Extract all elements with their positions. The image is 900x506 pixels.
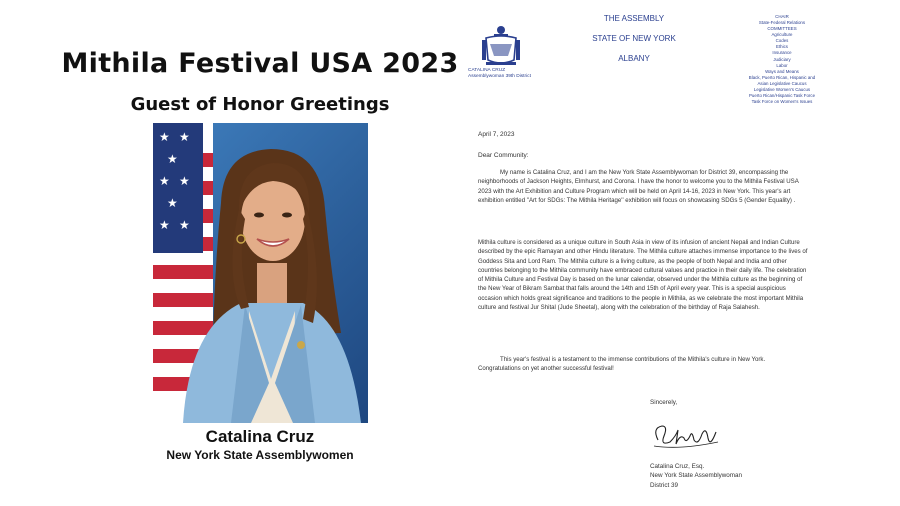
- committee-item: State-Federal Relations: [758, 20, 806, 26]
- letter-paragraph-3: This year's festival is a testament to the immense contributions of the Mithila's culture in New York. Congratulations on yet another successful festival!: [478, 356, 766, 373]
- committee-item: Judiciary: [773, 56, 791, 62]
- committee-item: Puerto Rican/Hispanic Task Force: [748, 93, 816, 99]
- svg-text:★: ★: [159, 174, 170, 188]
- svg-text:★: ★: [159, 130, 170, 144]
- letter-date: April 7, 2023: [478, 131, 515, 138]
- svg-text:★: ★: [179, 218, 190, 232]
- committee-item: CHAIR: [775, 14, 789, 19]
- page-title: Mithila Festival USA 2023: [61, 48, 459, 79]
- letter-closing: Sincerely,: [650, 399, 678, 406]
- committee-item: Codes: [775, 38, 789, 44]
- letterhead-line-1: THE ASSEMBLY: [603, 14, 665, 23]
- handwritten-signature: [650, 418, 722, 452]
- letter-paragraph-2: Mithila culture is considered as a unique culture in South Asia in view of its infusion of ancient Nepali and Indian Culture described by the epic Ramayan and other Hindu literature. The Mithila culture attaches immense importance to the lives of Goddess Sita and Lord Ram. The Mithila culture is a living culture, as the people of both Nepal and India and other countries belonging to the Mithila community have embraced cultural values and practice in their daily life. The celebration of Mithila Culture and Festival Day is based on the lunar calendar, observed under the Mithila culture as the beginning of the New Year of Bikram Sambat that falls around the 14th and 15th of April every year. This is a special auspicious occasion which holds great significance and traditions to the people in Mithila, as we celebrate the most important Mithila culture and festival Jur Shital (Jude Sheetal), along with the celebration of the birthday of Raja Salahesh.: [478, 239, 808, 311]
- page-subtitle: Guest of Honor Greetings: [130, 94, 390, 115]
- new-york-seal-icon: [480, 22, 522, 66]
- assemblywoman-district: Assemblywoman 39th District: [468, 73, 531, 79]
- svg-text:★: ★: [179, 130, 190, 144]
- svg-text:★: ★: [179, 174, 190, 188]
- svg-text:★: ★: [167, 196, 178, 210]
- svg-text:★: ★: [159, 218, 170, 232]
- letter-greeting: Dear Community:: [478, 152, 529, 159]
- letterhead-title: [574, 14, 694, 74]
- letterhead-line-2: STATE OF NEW YORK: [592, 34, 676, 43]
- seal-caption: [468, 68, 558, 80]
- committee-item: Insurance: [772, 50, 792, 56]
- committee-item: Ways and Means: [765, 68, 799, 74]
- committee-item: Legislative Women's Caucus: [753, 86, 811, 92]
- committee-list: [727, 14, 837, 105]
- committee-item: COMMITTEES: [767, 26, 797, 32]
- signer-name: Catalina Cruz, Esq.: [650, 463, 705, 470]
- assemblywoman-name: CATALINA CRUZ: [468, 68, 506, 73]
- svg-text:★: ★: [167, 152, 178, 166]
- portrait-photo: [153, 123, 368, 423]
- letter-paragraph-1: My name is Catalina Cruz, and I am the New York State Assemblywoman for District 39, encompassing the neighborhoods of Jackson Heights, Elmhurst, and Corona. I have the honor to welcome you to the Mithila Festival USA 2023 with the Art Exhibition and Culture Program which will be held on April 14-16, 2023 in New York. This year's art exhibition entitled "Art for SDGs: The Mithila Heritage'' exhibition will focus on showcasing SDGs 5 (Gender Equality) .: [478, 169, 799, 204]
- committee-item: Black, Puerto Rican, Hispanic and: [748, 74, 816, 80]
- committee-item: Task Force on Women's Issues: [751, 99, 813, 105]
- signature-block: [650, 462, 742, 490]
- guest-role: New York State Assemblywomen: [166, 448, 354, 462]
- committee-item: Ethics: [776, 44, 788, 50]
- signer-title: New York State Assemblywoman: [650, 472, 743, 480]
- committee-item: Agriculture: [771, 32, 793, 38]
- guest-name: Catalina Cruz: [205, 427, 315, 446]
- greeting-letter: [462, 0, 900, 506]
- letterhead-line-3: ALBANY: [618, 54, 650, 63]
- committee-item: Labor: [776, 62, 788, 68]
- signer-district: District 39: [650, 481, 678, 489]
- committee-item: Asian Legislative Caucus: [757, 80, 807, 86]
